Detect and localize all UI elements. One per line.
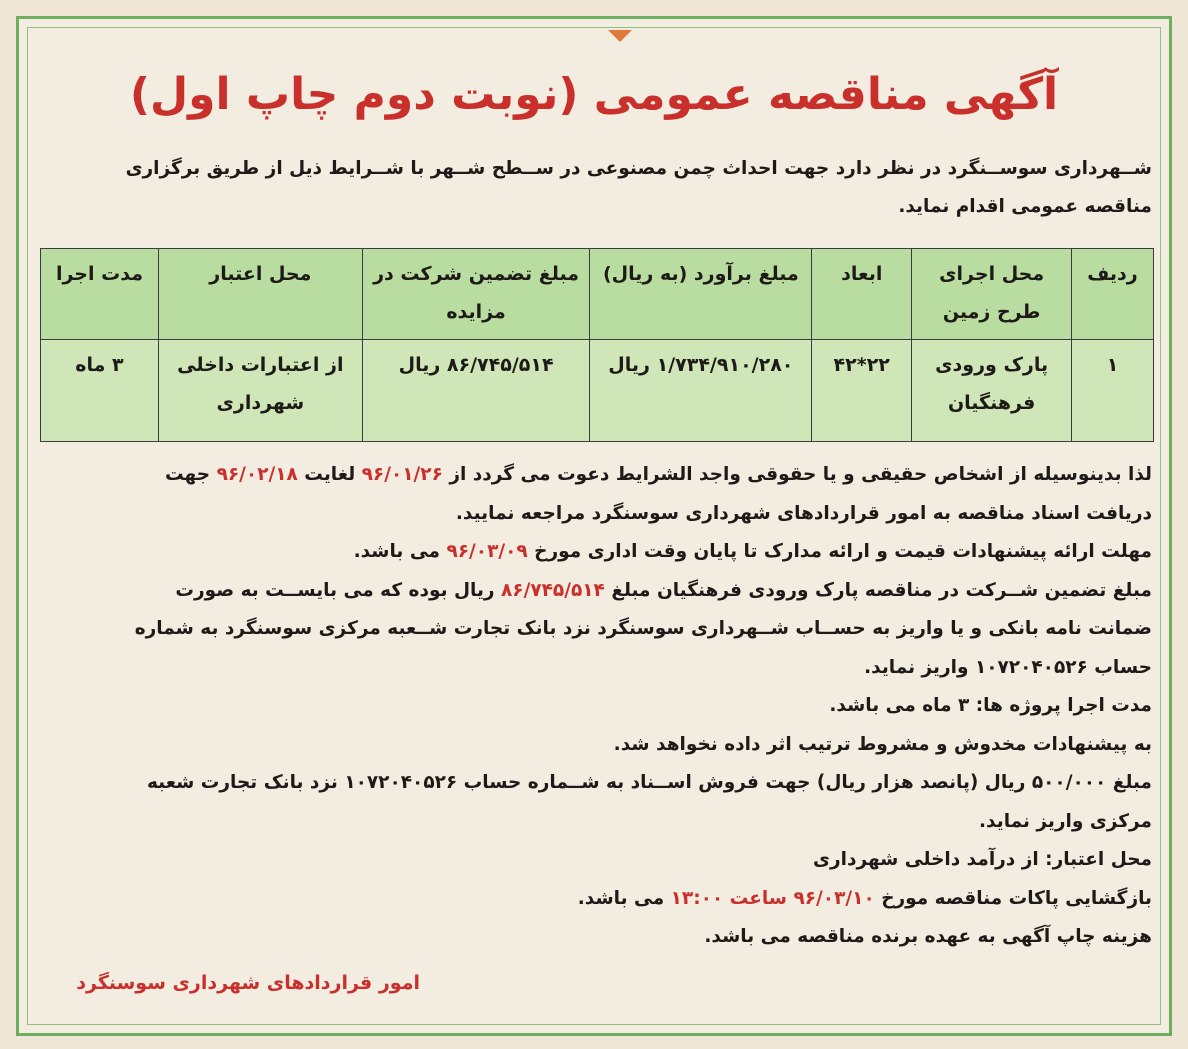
intro-line-2: مناقصه عمومی اقدام نماید. <box>898 196 1152 217</box>
condition-line-12 <box>40 880 1152 919</box>
condition-line-1 <box>40 456 1152 495</box>
condition-line-8: به پیشنهادات مخدوش و مشروط ترتیب اثر داده نخواهد شد. <box>613 733 1152 755</box>
condition-line-6: حساب ۱۰۷۲۰۴۰۵۲۶ واریز نماید. <box>864 656 1152 678</box>
cell-funding: از اعتبارات داخلی شهرداری <box>158 340 362 442</box>
header-row-number: ردیف <box>1072 249 1154 340</box>
deadline-suffix: می باشد. <box>353 541 440 562</box>
notice-intro <box>40 150 1152 226</box>
header-location: محل اجرای طرح زمین <box>912 249 1072 340</box>
condition-line-3 <box>40 533 1152 572</box>
header-funding: محل اعتبار <box>158 249 362 340</box>
condition-line-9: مبلغ ۵۰۰/۰۰۰ ریال (پانصد هزار ریال) جهت فروش اســناد به شــماره حساب ۱۰۷۲۰۴۰۵۲۶ نزد بانک تجارت شعبه <box>146 772 1152 793</box>
invite-text: لذا بدینوسیله از اشخاص حقیقی و یا حقوقی واجد الشرایط دعوت می گردد از <box>449 464 1152 485</box>
cell-dimensions: ۲۲*۴۲ <box>812 340 912 442</box>
guarantee-suffix: ریال بوده که می بایســت به صورت <box>175 579 495 601</box>
until-text: لغایت <box>304 464 356 485</box>
hour-label: ساعت <box>729 887 788 909</box>
guarantee-amount: ۸۶/۷۴۵/۵۱۴ <box>501 579 605 601</box>
date-from: ۹۶/۰۱/۲۶ <box>361 464 443 485</box>
guarantee-text: مبلغ تضمین شــرکت در مناقصه پارک ورودی فرهنگیان مبلغ <box>611 579 1152 601</box>
condition-line-2: دریافت اسناد مناقصه به امور قراردادهای شهرداری سوسنگرد مراجعه نمایید. <box>455 502 1152 524</box>
cell-estimate: ۱/۷۳۴/۹۱۰/۲۸۰ ریال <box>590 340 812 442</box>
notice-title: آگهی مناقصه عمومی (نوبت دوم چاپ اول) <box>129 69 1059 120</box>
cell-guarantee: ۸۶/۷۴۵/۵۱۴ ریال <box>362 340 590 442</box>
intro-line-1: شــهرداری سوســنگرد در نظر دارد جهت احداث چمن مصنوعی در ســطح شــهر با شــرایط ذیل از طریق برگزاری <box>125 158 1152 179</box>
condition-line-7: مدت اجرا پروژه ها: ۳ ماه می باشد. <box>829 695 1152 716</box>
opening-date: ۹۶/۰۳/۱۰ <box>793 887 875 909</box>
deadline-date: ۹۶/۰۳/۰۹ <box>446 541 528 562</box>
cell-row-number: ۱ <box>1072 340 1154 442</box>
condition-line-11: محل اعتبار: از درآمد داخلی شهرداری <box>813 849 1152 870</box>
opening-text: بازگشایی پاکات مناقصه مورخ <box>881 887 1152 909</box>
cell-location: پارک ورودی فرهنگیان <box>912 340 1072 442</box>
condition-line-5: ضمانت نامه بانکی و یا واریز به حســاب شــهرداری سوسنگرد نزد بانک تجارت شــعبه مرکزی سوسنگرد به شماره <box>134 618 1152 639</box>
header-guarantee: مبلغ تضمین شرکت در مزایده <box>362 249 590 340</box>
condition-line-13: هزینه چاپ آگهی به عهده برنده مناقصه می باشد. <box>704 926 1152 947</box>
tender-table <box>40 248 1154 442</box>
condition-line-4 <box>40 572 1152 611</box>
deadline-text: مهلت ارائه پیشنهادات قیمت و ارائه مدارک تا پایان وقت اداری مورخ <box>534 541 1152 562</box>
notice-conditions <box>40 456 1152 957</box>
date-to: ۹۶/۰۲/۱۸ <box>216 464 298 485</box>
condition-line-10: مرکزی واریز نماید. <box>979 810 1152 832</box>
table-row <box>41 340 1154 442</box>
header-dimensions: ابعاد <box>812 249 912 340</box>
issuer-signature: امور قراردادهای شهرداری سوسنگرد <box>76 972 420 994</box>
header-estimate: مبلغ برآورد (به ریال) <box>590 249 812 340</box>
triangle-marker-icon <box>608 30 632 42</box>
table-header-row <box>41 249 1154 340</box>
opening-suffix: می باشد. <box>577 887 665 909</box>
cell-duration: ۳ ماه <box>41 340 159 442</box>
opening-time: ۱۳:۰۰ <box>670 887 724 909</box>
header-duration: مدت اجرا <box>41 249 159 340</box>
for-text: جهت <box>164 464 211 485</box>
